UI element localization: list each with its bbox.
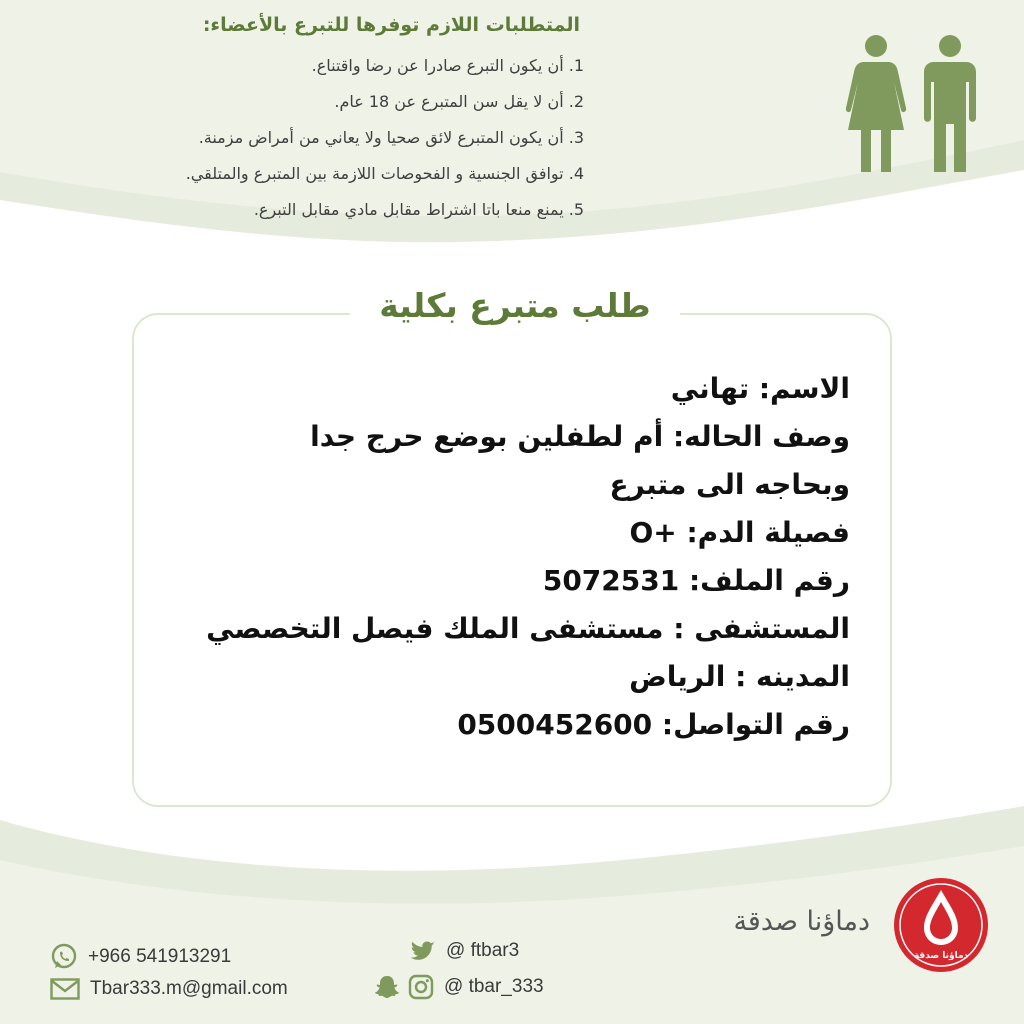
twitter-handle: @ ftbar3 — [446, 940, 520, 961]
city-value: الرياض — [629, 660, 726, 693]
city-label: المدينه : — [735, 660, 850, 693]
requirement-item: 2. أن لا يقل سن المتبرع عن 18 عام. — [334, 92, 584, 111]
brand-name: دماؤنا صدقة — [733, 906, 870, 937]
whatsapp-contact[interactable] — [50, 943, 231, 971]
case-value-continued: وبحاجه الى متبرع — [609, 468, 850, 501]
twitter-contact[interactable] — [410, 940, 519, 962]
email-address: Tbar333.m@gmail.com — [90, 978, 288, 999]
requirement-item: 4. توافق الجنسية و الفحوصات اللازمة بين المتبرع والمتلقي. — [185, 164, 584, 183]
blood-drop-logo — [892, 876, 990, 974]
email-icon — [50, 978, 80, 1000]
contact-label: رقم التواصل: — [661, 708, 850, 741]
case-label: وصف الحاله: — [672, 420, 850, 453]
case-value: أم لطفلين بوضع حرج جدا — [310, 420, 664, 453]
instagram-icon — [408, 974, 434, 1000]
requirements-list — [24, 54, 584, 234]
file-number-value: 5072531 — [542, 564, 680, 597]
file-number-label: رقم الملف: — [688, 564, 850, 597]
requirement-item: 5. يمنع منعا باتا اشتراط مقابل مادي مقابل التبرع. — [253, 200, 584, 219]
hospital-row — [190, 606, 850, 654]
donor-figures — [840, 34, 990, 179]
female-figure-icon — [846, 35, 906, 172]
whatsapp-number: +966 541913291 — [88, 946, 232, 967]
blood-type-value: O+ — [629, 516, 677, 549]
request-details — [190, 366, 850, 750]
name-row — [190, 366, 850, 414]
requirements-title: المتطلبات اللازم توفرها للتبرع بالأعضاء: — [202, 14, 580, 36]
snapchat-icon — [374, 974, 400, 1000]
social-contact[interactable] — [374, 974, 544, 1000]
blood-type-row — [190, 510, 850, 558]
requirement-item: 1. أن يكون التبرع صادرا عن رضا واقتناع. — [311, 56, 584, 75]
requirement-item: 3. أن يكون المتبرع لائق صحيا ولا يعاني من أمراض مزمنة. — [198, 128, 584, 147]
city-row — [190, 654, 850, 702]
case-row-continued — [190, 462, 850, 510]
email-contact[interactable] — [50, 978, 288, 1000]
contact-number[interactable]: 0500452600 — [457, 708, 653, 741]
name-label: الاسم: — [758, 372, 850, 405]
contact-row — [190, 702, 850, 750]
blood-type-label: فصيلة الدم: — [686, 516, 850, 549]
twitter-icon — [410, 940, 436, 962]
whatsapp-icon — [50, 943, 78, 971]
file-number-row — [190, 558, 850, 606]
logo-caption: دماؤنا صدقة — [913, 951, 969, 961]
hospital-label: المستشفى : — [673, 612, 850, 645]
instagram-handle: @ tbar_333 — [444, 976, 544, 997]
male-figure-icon — [924, 35, 976, 172]
hospital-value: مستشفى الملك فيصل التخصصي — [206, 612, 664, 645]
request-title: طلب متبرع بكلية — [350, 282, 680, 330]
case-row — [190, 414, 850, 462]
name-value: تهاني — [670, 372, 750, 405]
